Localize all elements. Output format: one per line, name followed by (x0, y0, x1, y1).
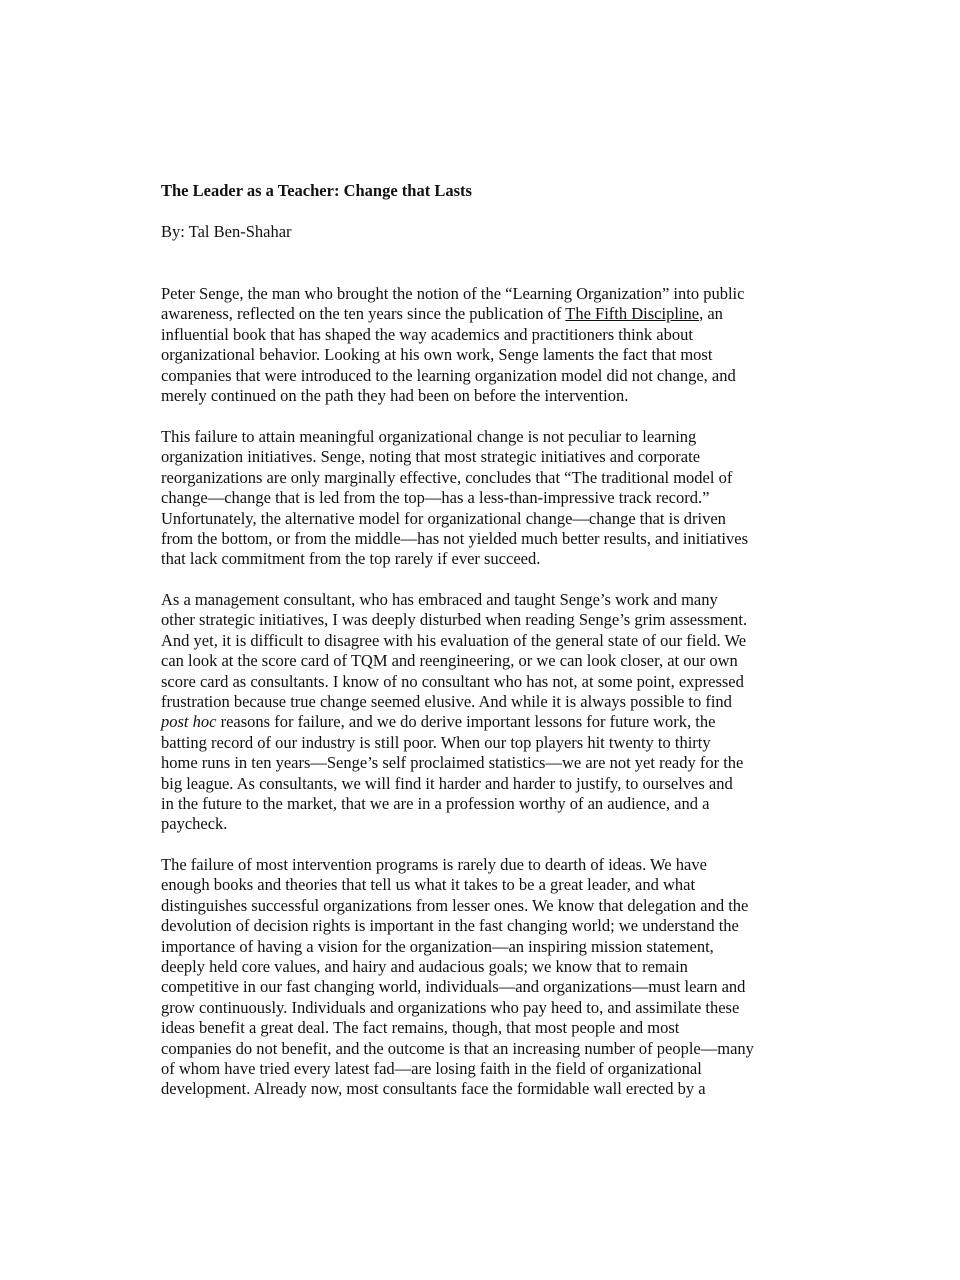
paragraph-4 (161, 855, 754, 1100)
text-line: influential book that has shaped the way academics and practitioners think about (161, 324, 693, 344)
text-line: And yet, it is difficult to disagree with his evaluation of the general state of our field. We (161, 630, 747, 650)
text-line: enough books and theories that tell us what it takes to be a great leader, and what (161, 875, 696, 895)
text-line: score card as consultants. I know of no consultant who has not, at some point, expressed (161, 671, 744, 691)
text-line: Peter Senge, the man who brought the notion of the “Learning Organization” into public (161, 284, 745, 303)
text-line: grow continuously. Individuals and organizations who pay heed to, and assimilate these (161, 997, 740, 1017)
paragraph-3 (161, 590, 747, 835)
text-line: awareness, reflected on the ten years since the publication of The Fifth Discipline, an (161, 304, 723, 324)
text-line: competitive in our fast changing world, individuals—and organizations—must learn and (161, 977, 746, 997)
text-line: home runs in ten years—Senge’s self proclaimed statistics—we are not yet ready for the (161, 753, 744, 773)
text-line: devolution of decision rights is important in the fast changing world; we understand the (161, 916, 739, 936)
text-line: importance of having a vision for the organization—an inspiring mission statement, (161, 936, 714, 956)
text-line: other strategic initiatives, I was deeply disturbed when reading Senge’s grim assessment. (161, 610, 748, 630)
author-byline: By: Tal Ben-Shahar (161, 222, 292, 241)
italic-phrase: post hoc (161, 712, 217, 732)
text-line: organization initiatives. Senge, noting that most strategic initiatives and corporate (161, 447, 701, 467)
text-line: deeply held core values, and hairy and audacious goals; we know that to remain (161, 956, 688, 976)
text-line: batting record of our industry is still poor. When our top players hit twenty to thirty (161, 732, 711, 752)
paragraph-1 (161, 284, 744, 406)
text-line: frustration because true change seemed elusive. And while it is always possible to find (161, 691, 732, 711)
text-line: companies that were introduced to the learning organization model did not change, and (161, 365, 736, 385)
text-line: distinguishes successful organizations from lesser ones. We know that delegation and the (161, 895, 749, 915)
text-line: The failure of most intervention programs is rarely due to dearth of ideas. We have (161, 855, 707, 874)
text-line: post hoc reasons for failure, and we do derive important lessons for future work, the (161, 712, 716, 732)
text-line: that lack commitment from the top rarely if ever succeed. (161, 549, 541, 569)
text-line: merely continued on the path they had been on before the intervention. (161, 385, 629, 405)
text-line: Unfortunately, the alternative model for organizational change—change that is driven (161, 508, 726, 528)
text-line: from the bottom, or from the middle—has not yielded much better results, and initiatives (161, 528, 748, 548)
text-line: As a management consultant, who has embraced and taught Senge’s work and many (161, 590, 718, 609)
text-line: in the future to the market, that we are in a profession worthy of an audience, and a (161, 793, 710, 813)
text-line: reorganizations are only marginally effective, concludes that “The traditional model of (161, 467, 733, 487)
text-line: change—change that is led from the top—has a less-than-impressive track record.” (161, 488, 710, 508)
text-line: can look at the score card of TQM and reengineering, or we can look closer, at our own (161, 651, 738, 671)
text-line: of whom have tried every latest fad—are losing faith in the field of organizational (161, 1058, 702, 1078)
text-line: ideas benefit a great deal. The fact remains, though, that most people and most (161, 1018, 680, 1038)
text-line: big league. As consultants, we will find it harder and harder to justify, to ourselves and (161, 773, 733, 793)
text-line: development. Already now, most consultants face the formidable wall erected by a (161, 1079, 706, 1099)
text-line: This failure to attain meaningful organizational change is not peculiar to learning (161, 427, 697, 446)
text-line: companies do not benefit, and the outcome is that an increasing number of people—many (161, 1038, 754, 1058)
book-title-underlined: The Fifth Discipline (565, 304, 700, 324)
document-title: The Leader as a Teacher: Change that Lasts (161, 181, 472, 200)
paragraph-2 (161, 427, 748, 570)
text-line: paycheck. (161, 814, 228, 834)
text-line: organizational behavior. Looking at his own work, Senge laments the fact that most (161, 345, 713, 365)
